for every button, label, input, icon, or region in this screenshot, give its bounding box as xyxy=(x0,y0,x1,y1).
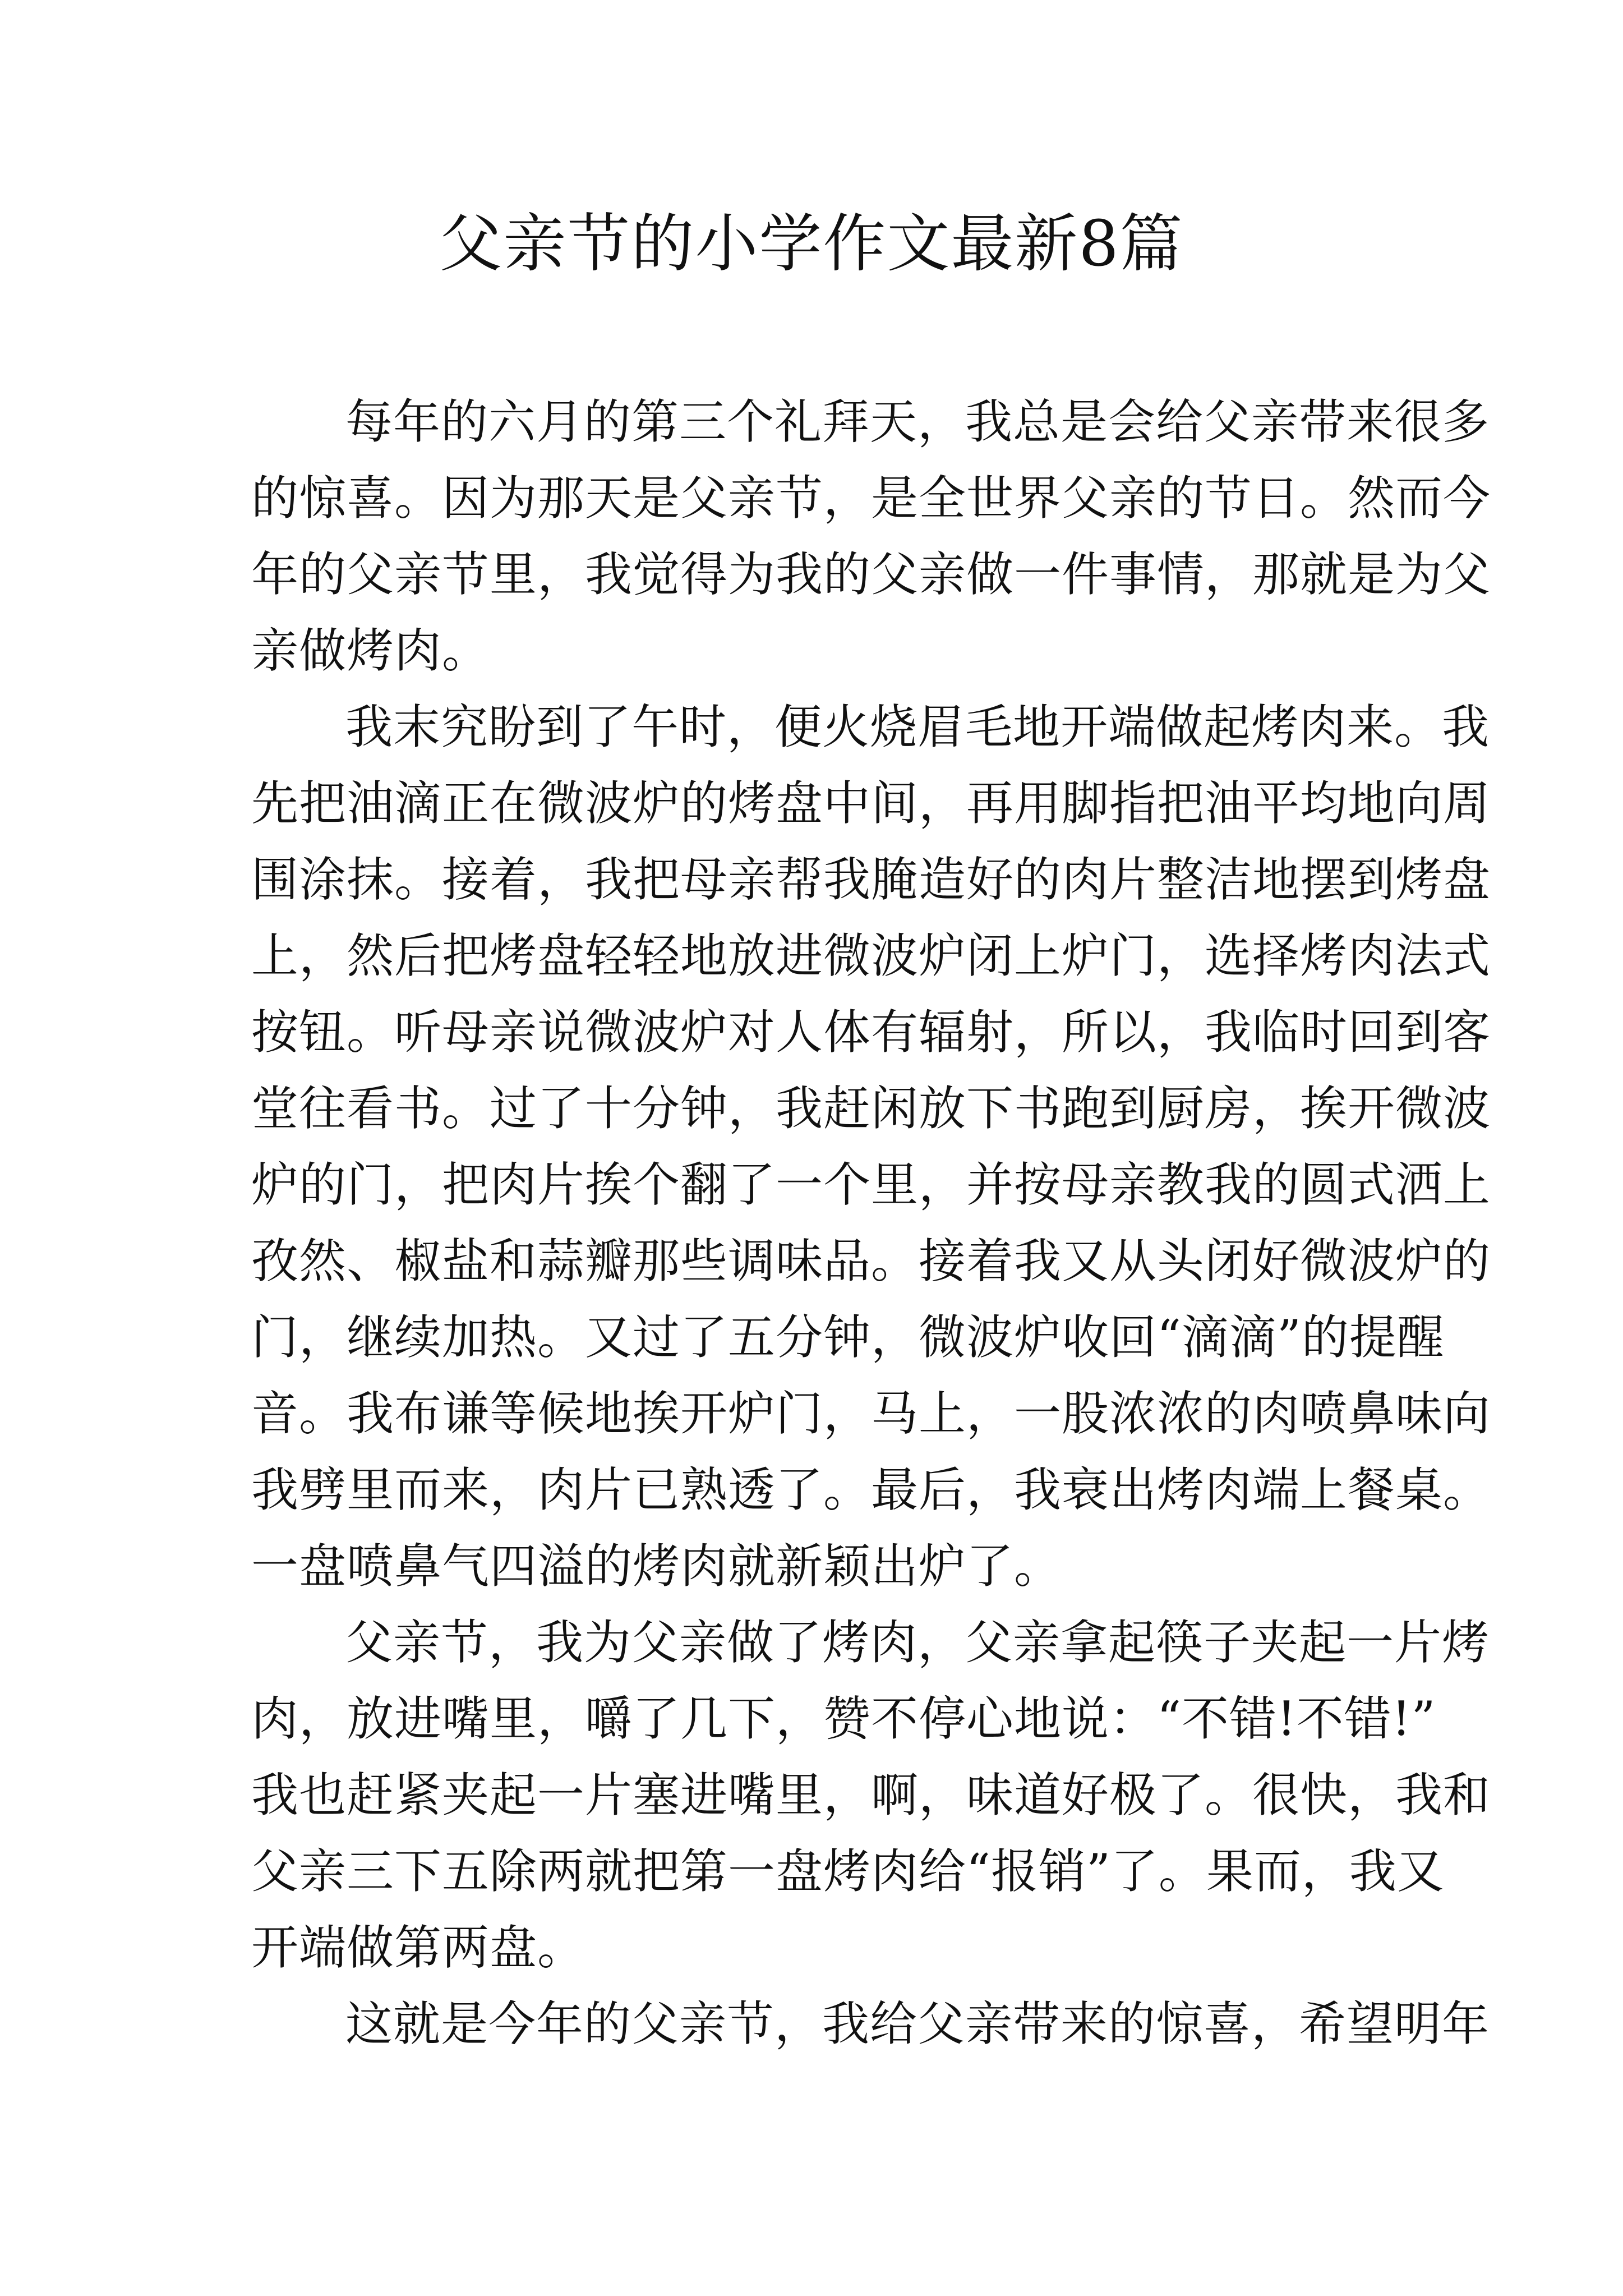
text-line: 按钮。听母亲说微波炉对人体有辐射，所以，我临时回到客 xyxy=(251,1005,1491,1060)
text-line: 门，继续加热。又过了五分钟，微波炉收回“滴滴”的提醒 xyxy=(251,1310,1445,1365)
text-line: 先把油滴正在微波炉的烤盘中间，再用脚指把油平均地向周 xyxy=(251,776,1491,831)
document-body xyxy=(251,384,1491,2062)
text-line: 的惊喜。因为那天是父亲节，是全世界父亲的节日。然而今 xyxy=(251,471,1491,526)
text-line: 我末究盼到了午时，便火烧眉毛地开端做起烤肉来。我 xyxy=(345,700,1490,754)
text-line: 我也赶紧夹起一片塞进嘴里，啊，味道好极了。很快，我和 xyxy=(251,1768,1491,1823)
text-line: 堂往看书。过了十分钟，我赶闲放下书跑到厨房，挨开微波 xyxy=(251,1081,1491,1136)
text-line: 炉的门，把肉片挨个翻了一个里，并按母亲教我的圆式洒上 xyxy=(251,1157,1491,1212)
text-line: 亲做烤肉。 xyxy=(251,623,490,678)
text-line: 每年的六月的第三个礼拜天，我总是会给父亲带来很多 xyxy=(345,394,1490,449)
text-line: 音。我布谦等候地挨开炉门，马上，一股浓浓的肉喷鼻味向 xyxy=(251,1386,1491,1441)
text-line: 孜然、椒盐和蒜瓣那些调味品。接着我又从头闭好微波炉的 xyxy=(251,1234,1491,1289)
text-line: 我劈里而来，肉片已熟透了。最后，我衰出烤肉端上餐桌。 xyxy=(251,1462,1491,1517)
text-line: 围涂抹。接着，我把母亲帮我腌造好的肉片整洁地摆到烤盘 xyxy=(251,852,1491,907)
text-line: 父亲节，我为父亲做了烤肉，父亲拿起筷子夹起一片烤 xyxy=(345,1615,1490,1670)
text-line: 开端做第两盘。 xyxy=(251,1920,585,1975)
text-line: 父亲三下五除两就把第一盘烤肉给“报销”了。果而，我又 xyxy=(251,1844,1445,1899)
text-line: 年的父亲节里，我觉得为我的父亲做一件事情，那就是为父 xyxy=(251,547,1491,602)
document-title: 父亲节的小学作文最新8篇 xyxy=(439,208,1184,280)
text-line: 上，然后把烤盘轻轻地放进微波炉闭上炉门，选择烤肉法式 xyxy=(251,928,1491,983)
text-line: 一盘喷鼻气四溢的烤肉就新颖出炉了。 xyxy=(251,1539,1062,1594)
text-line: 肉，放进嘴里，嚼了几下，赞不停心地说：“不错!不错!” xyxy=(251,1691,1436,1746)
text-line: 这就是今年的父亲节，我给父亲带来的惊喜，希望明年 xyxy=(345,1996,1490,2051)
